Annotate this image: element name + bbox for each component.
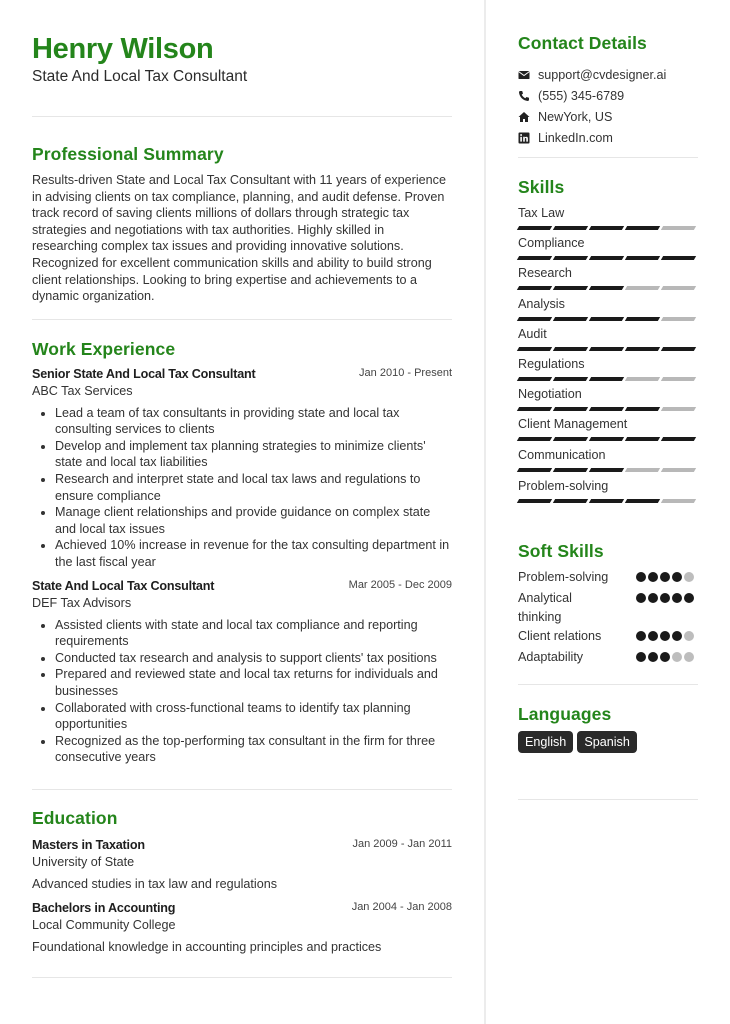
skill-item [518,447,698,472]
divider [518,799,698,800]
skill-bar-segment [661,347,696,351]
soft-skill-item [518,648,698,667]
contact-heading: Contact Details [518,33,647,53]
languages-list [518,731,637,753]
skill-bar-segment [661,499,696,503]
skill-bar-segment [589,226,624,230]
skill-bar-segment [625,286,660,290]
skill-bar-segment [517,499,552,503]
soft-skill-rating [636,568,694,587]
rating-dot-icon [660,593,670,603]
skill-item [518,235,698,260]
skill-item [518,356,698,381]
contact-list [518,64,666,148]
skill-level-bar [518,377,698,381]
job-entry [32,578,452,766]
skill-level-bar [518,468,698,472]
soft-skill-rating [636,589,694,627]
skill-bar-segment [553,317,588,321]
job-dates: Mar 2005 - Dec 2009 [348,579,452,591]
skill-item [518,296,698,321]
education-entry [32,837,452,892]
skill-bar-segment [517,317,552,321]
contact-linkedin-text: LinkedIn.com [538,130,613,145]
candidate-title: State And Local Tax Consultant [32,68,248,85]
languages-heading: Languages [518,704,612,724]
skill-bar-segment [589,286,624,290]
bullet-item: Conducted tax research and analysis to support clients' tax positions [32,650,452,667]
skill-bar-segment [517,377,552,381]
contact-email[interactable] [518,64,666,85]
skill-label: Problem-solving [518,479,609,493]
education-description: Foundational knowledge in accounting principles and practices [32,939,382,954]
skill-bar-segment [625,347,660,351]
skill-item [518,205,698,230]
soft-skill-label: Problem-solving [518,570,609,584]
rating-dot-icon [672,631,682,641]
school: Local Community College [32,918,176,932]
contact-phone[interactable] [518,85,666,106]
skill-bar-segment [661,407,696,411]
skill-bar-segment [589,407,624,411]
skill-label: Research [518,266,572,280]
education-dates: Jan 2004 - Jan 2008 [351,901,452,913]
rating-dot-icon [672,652,682,662]
skill-label: Compliance [518,236,585,250]
rating-dot-icon [672,572,682,582]
skill-label: Negotiation [518,387,582,401]
skill-bar-segment [661,437,696,441]
skill-bar-segment [553,468,588,472]
skill-label: Audit [518,327,547,341]
rating-dot-icon [636,631,646,641]
skill-bar-segment [661,317,696,321]
bullet-item: Prepared and reviewed state and local tax returns for individuals and businesses [32,666,452,699]
soft-skill-rating [636,627,694,646]
skill-bar-segment [589,317,624,321]
skill-bar-segment [661,377,696,381]
skill-bar-segment [589,256,624,260]
bullet-item: Assisted clients with state and local tax compliance and reporting requirements [32,617,452,650]
skill-bar-segment [589,347,624,351]
bullet-item: Achieved 10% increase in revenue for the tax consulting department in the last fiscal year [32,537,452,570]
rating-dot-icon [684,652,694,662]
rating-dot-icon [672,593,682,603]
skill-item [518,416,698,441]
rating-dot-icon [660,652,670,662]
rating-dot-icon [660,572,670,582]
skill-bar-segment [661,256,696,260]
job-title: Senior State And Local Tax Consultant [32,367,256,381]
skill-bar-segment [661,226,696,230]
candidate-name: Henry Wilson [32,33,214,65]
skill-bar-segment [625,437,660,441]
job-company: DEF Tax Advisors [32,596,132,610]
soft-skills-heading: Soft Skills [518,541,604,561]
divider [32,977,452,978]
contact-email-text: support@cvdesigner.ai [538,67,667,82]
rating-dot-icon [684,631,694,641]
divider [32,319,452,320]
education-entry [32,900,452,955]
skill-label: Communication [518,448,606,462]
job-bullets [32,617,452,766]
bullet-item: Manage client relationships and provide guidance on complex state and local tax issues [32,504,452,537]
bullet-item: Recognized as the top-performing tax consultant in the firm for three consecutive years [32,733,452,766]
contact-phone-text: (555) 345-6789 [538,88,625,103]
contact-location [518,106,666,127]
skill-bar-segment [553,437,588,441]
skill-bar-segment [625,256,660,260]
skill-label: Client Management [518,417,628,431]
skill-level-bar [518,407,698,411]
skill-bar-segment [661,286,696,290]
language-badge: English [518,731,573,753]
skill-bar-segment [553,407,588,411]
skill-bar-segment [553,286,588,290]
rating-dot-icon [660,631,670,641]
summary-text: Results-driven State and Local Tax Consultant with 11 years of experience in advising clients on tax compliance, planning, and audit defense. Proven track record of saving clients millions of dollars through strategic tax strategies and negotiations with tax authorities. Highly skilled in researching complex tax issues and providing innovative solutions. Recognized for excellent communication skills and ability to build strong client relationships. Looking to bring expertise and achievements to a dynamic organization. [32,173,446,304]
bullet-item: Research and interpret state and local tax laws and regulations to ensure compliance [32,471,452,504]
rating-dot-icon [684,572,694,582]
skill-bar-segment [553,499,588,503]
skill-bar-segment [517,256,552,260]
skill-level-bar [518,347,698,351]
soft-skill-rating [636,648,694,667]
skill-item [518,326,698,351]
skill-bar-segment [589,377,624,381]
skill-bar-segment [517,347,552,351]
rating-dot-icon [648,652,658,662]
bullet-item: Develop and implement tax planning strategies to minimize clients' state and local tax liabilities [32,438,452,471]
divider [32,116,452,117]
skill-bar-segment [553,256,588,260]
skill-bar-segment [553,226,588,230]
job-entry [32,366,452,571]
skill-bar-segment [517,226,552,230]
rating-dot-icon [648,593,658,603]
skill-item [518,386,698,411]
soft-skill-label: Analytical thinking [518,591,572,624]
skill-bar-segment [625,499,660,503]
bullet-item: Collaborated with cross-functional teams to identify tax planning opportunities [32,700,452,733]
soft-skill-item [518,568,698,587]
contact-linkedin[interactable] [518,127,666,148]
soft-skill-item [518,627,698,646]
skill-bar-segment [553,377,588,381]
rating-dot-icon [648,631,658,641]
divider [518,684,698,685]
summary-heading: Professional Summary [32,144,224,164]
phone-icon [518,90,530,102]
envelope-icon [518,69,530,81]
skill-bar-segment [625,317,660,321]
skill-level-bar [518,286,698,290]
skill-label: Regulations [518,357,585,371]
skill-bar-segment [625,377,660,381]
column-divider [484,0,486,1024]
skill-bar-segment [625,468,660,472]
skill-bar-segment [589,437,624,441]
skill-bar-segment [625,407,660,411]
skills-heading: Skills [518,177,565,197]
job-bullets [32,405,452,571]
language-badge: Spanish [577,731,637,753]
skill-level-bar [518,256,698,260]
skill-bar-segment [517,286,552,290]
bullet-item: Lead a team of tax consultants in providing state and local tax consulting services to clients [32,405,452,438]
degree: Bachelors in Accounting [32,901,176,915]
home-icon [518,111,530,123]
job-title: State And Local Tax Consultant [32,579,215,593]
rating-dot-icon [684,593,694,603]
divider [32,789,452,790]
divider [518,157,698,158]
skill-level-bar [518,499,698,503]
education-dates: Jan 2009 - Jan 2011 [352,838,452,850]
skill-bar-segment [553,347,588,351]
soft-skill-item [518,589,698,627]
soft-skill-label: Adaptability [518,650,584,664]
school: University of State [32,855,135,869]
skill-bar-segment [517,468,552,472]
linkedin-icon [518,132,530,144]
job-dates: Jan 2010 - Present [359,367,452,379]
skill-bar-segment [661,468,696,472]
soft-skill-label: Client relations [518,629,602,643]
job-company: ABC Tax Services [32,384,133,398]
education-description: Advanced studies in tax law and regulations [32,876,278,891]
skill-bar-segment [517,407,552,411]
education-heading: Education [32,808,118,828]
rating-dot-icon [648,572,658,582]
rating-dot-icon [636,572,646,582]
skill-bar-segment [625,226,660,230]
skill-bar-segment [589,468,624,472]
skill-level-bar [518,437,698,441]
skill-label: Analysis [518,297,565,311]
skill-item [518,265,698,290]
skill-bar-segment [589,499,624,503]
rating-dot-icon [636,652,646,662]
contact-location-text: NewYork, US [538,109,613,124]
experience-heading: Work Experience [32,339,176,359]
skill-label: Tax Law [518,206,565,220]
skill-bar-segment [517,437,552,441]
skill-item [518,478,698,503]
degree: Masters in Taxation [32,838,145,852]
rating-dot-icon [636,593,646,603]
skill-level-bar [518,317,698,321]
skill-level-bar [518,226,698,230]
